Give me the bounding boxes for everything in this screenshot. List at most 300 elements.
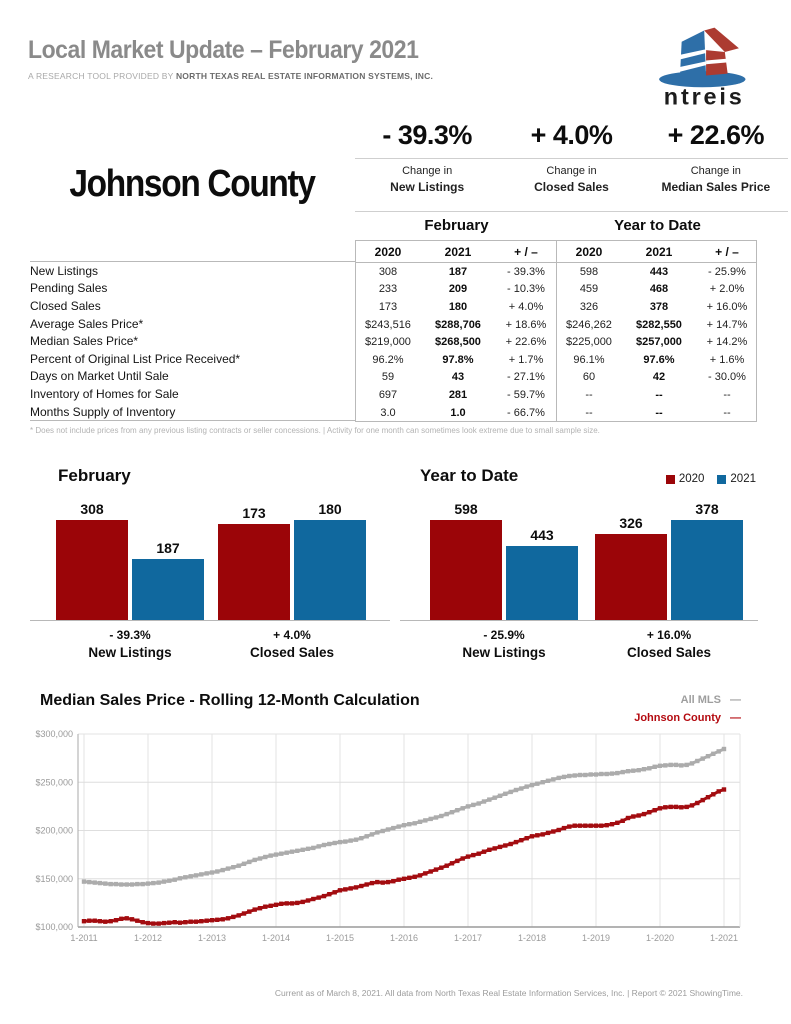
data-point-marker (194, 873, 198, 877)
data-point-marker (525, 784, 529, 788)
table-cell: 187 (448, 265, 468, 278)
bar-2021-closed-sales (671, 520, 743, 620)
data-point-marker (605, 823, 609, 827)
table-row-group (356, 281, 556, 299)
data-point-marker (215, 918, 219, 922)
data-point-marker (439, 866, 443, 870)
data-point-marker (82, 879, 86, 883)
table-row-group (556, 351, 757, 369)
table-cell: - 25.9% (708, 265, 746, 278)
table-cell: $219,000 (365, 336, 411, 349)
table-row-label: New Listings (30, 263, 99, 278)
data-point-marker (290, 850, 294, 854)
data-point-marker (365, 882, 369, 886)
table-row (356, 404, 756, 422)
bar-2021-new-listings (132, 559, 204, 620)
data-point-marker (391, 879, 395, 883)
data-point-marker (605, 772, 609, 776)
data-point-marker (354, 838, 358, 842)
data-point-marker (333, 890, 337, 894)
table-cell: + 16.0% (706, 300, 748, 313)
data-point-marker (445, 812, 449, 816)
data-point-marker (642, 767, 646, 771)
bar-value-label: 378 (695, 501, 719, 517)
data-point-marker (546, 779, 550, 783)
table-header-group-ytd (556, 241, 757, 262)
table-cell: -- (655, 406, 663, 419)
table-row-group (556, 281, 757, 299)
x-tick-label: 1-2013 (197, 933, 227, 943)
data-point-marker (610, 771, 614, 775)
group-change-label: - 25.9% (483, 628, 525, 642)
data-point-marker (455, 859, 459, 863)
bar-value-label: 308 (80, 501, 104, 517)
bar-value-label: 443 (530, 526, 554, 543)
data-point-marker (237, 913, 241, 917)
table-row-group (356, 369, 556, 387)
data-point-marker (674, 805, 678, 809)
bar-chart-legend (666, 473, 756, 485)
kpi-value-closed-sales: + 4.0% (530, 120, 613, 150)
data-point-marker (146, 881, 150, 885)
data-point-marker (237, 864, 241, 868)
bar-group-new-listings (430, 501, 578, 620)
table-row (356, 298, 756, 316)
x-tick-label: 1-2019 (581, 933, 611, 943)
data-point-marker (717, 749, 721, 753)
data-point-marker (189, 920, 193, 924)
data-point-marker (599, 824, 603, 828)
data-point-marker (322, 894, 326, 898)
column-header-2020: 2020 (374, 244, 402, 259)
kpi-strip (355, 120, 788, 212)
table-row (356, 333, 756, 351)
data-point-marker (679, 805, 683, 809)
data-point-marker (119, 882, 123, 886)
data-point-marker (114, 882, 118, 886)
table-cell: 96.2% (372, 353, 404, 366)
divider (355, 211, 788, 212)
data-point-marker (359, 836, 363, 840)
data-point-marker (263, 855, 267, 859)
data-point-marker (690, 761, 694, 765)
column-header-2020: 2020 (575, 244, 603, 259)
legend-line-marker: — (730, 711, 741, 724)
x-tick-label: 1-2021 (709, 933, 739, 943)
table-row-group (356, 386, 556, 404)
legend-line-marker: — (730, 694, 741, 706)
data-point-marker (455, 808, 459, 812)
table-cell: - 27.1% (507, 371, 545, 384)
table-row-label: Pending Sales (30, 281, 108, 296)
data-point-marker (637, 768, 641, 772)
table-cell: 378 (649, 300, 669, 313)
data-point-marker (445, 864, 449, 868)
table-cell: 60 (582, 371, 596, 384)
data-point-marker (322, 843, 326, 847)
y-tick-label: $250,000 (35, 777, 73, 788)
data-point-marker (621, 770, 625, 774)
data-point-marker (130, 882, 134, 886)
table-cell: 281 (448, 388, 468, 401)
group-category-label: Closed Sales (626, 645, 712, 660)
table-row (356, 263, 756, 281)
data-point-marker (279, 902, 283, 906)
table-cell: 43 (451, 371, 465, 384)
legend-swatch-2021 (717, 475, 726, 484)
table-row-labels (30, 261, 355, 421)
data-point-marker (535, 782, 539, 786)
table-cell: 59 (381, 371, 395, 384)
x-tick-label: 1-2020 (645, 933, 675, 943)
data-point-marker (551, 829, 555, 833)
data-point-marker (695, 759, 699, 763)
table-cell: - 10.3% (507, 283, 545, 296)
table-row-group (356, 263, 556, 281)
table-cell: 233 (378, 283, 398, 296)
kpi-label-line2: Median Sales Price (661, 180, 771, 195)
county-title: Johnson County (69, 163, 315, 205)
data-point-marker (669, 763, 673, 767)
x-tick-label: 1-2018 (517, 933, 547, 943)
data-point-marker (199, 919, 203, 923)
data-point-marker (306, 847, 310, 851)
data-point-marker (589, 772, 593, 776)
table-row-group (356, 333, 556, 351)
data-point-marker (717, 789, 721, 793)
data-point-marker (359, 884, 363, 888)
table-header-row (356, 241, 756, 263)
group-label-closed-sales (218, 628, 366, 660)
data-point-marker (354, 885, 358, 889)
table-cell: 209 (448, 283, 468, 296)
data-point-marker (226, 866, 230, 870)
table-row-label: Inventory of Homes for Sale (30, 386, 179, 401)
data-point-marker (183, 920, 187, 924)
group-category-label: New Listings (88, 645, 172, 660)
data-point-marker (701, 756, 705, 760)
group-category-label: New Listings (462, 645, 546, 660)
data-point-marker (189, 874, 193, 878)
table-cell: + 2.0% (709, 283, 745, 296)
table-row-group (556, 263, 757, 281)
table-cell: $282,550 (636, 318, 682, 331)
data-point-marker (722, 787, 726, 791)
data-point-marker (343, 839, 347, 843)
table-cell: -- (585, 406, 593, 419)
column-header-2021: 2021 (444, 244, 472, 259)
data-point-marker (423, 818, 427, 822)
data-point-marker (642, 812, 646, 816)
data-point-marker (183, 875, 187, 879)
kpi-label-line1: Change in (690, 165, 741, 177)
data-point-marker (253, 858, 257, 862)
data-point-marker (706, 795, 710, 799)
table-cell: 326 (579, 300, 599, 313)
bar-2020-new-listings (430, 520, 502, 620)
table-cell: + 1.6% (709, 353, 745, 366)
data-point-marker (647, 766, 651, 770)
table-row-label: Percent of Original List Price Received* (30, 351, 241, 366)
data-point-marker (205, 871, 209, 875)
data-point-marker (157, 880, 161, 884)
data-point-marker (295, 901, 299, 905)
table-row-label: Closed Sales (30, 298, 101, 313)
data-point-marker (701, 798, 705, 802)
table-row (356, 281, 756, 299)
table-row-group (356, 351, 556, 369)
data-point-marker (327, 892, 331, 896)
table-row-group (556, 386, 757, 404)
data-point-marker (519, 838, 523, 842)
data-point-marker (103, 881, 107, 885)
bar-2021-new-listings (506, 546, 578, 620)
data-point-marker (498, 794, 502, 798)
data-point-marker (242, 862, 246, 866)
table-cell: - 66.7% (507, 406, 545, 419)
bar-2020-new-listings (56, 520, 128, 620)
data-point-marker (221, 868, 225, 872)
x-tick-label: 1-2017 (453, 933, 483, 943)
data-point-marker (461, 806, 465, 810)
data-point-marker (541, 832, 545, 836)
table-cell: -- (723, 406, 731, 419)
legend-label-2021: 2021 (730, 473, 756, 485)
table-row-group (556, 369, 757, 387)
table-cell: 697 (378, 388, 398, 401)
data-point-marker (551, 777, 555, 781)
data-point-marker (722, 747, 726, 751)
data-point-marker (413, 875, 417, 879)
legend-swatch-2020 (666, 475, 675, 484)
data-point-marker (658, 764, 662, 768)
report-title: Local Market Update – February 2021 (28, 36, 419, 64)
data-point-marker (130, 917, 134, 921)
data-point-marker (301, 900, 305, 904)
data-point-marker (578, 824, 582, 828)
bar-group-closed-sales (595, 501, 743, 620)
table-cell: 180 (448, 300, 468, 313)
data-point-marker (82, 919, 86, 923)
data-point-marker (418, 873, 422, 877)
data-point-marker (535, 833, 539, 837)
kpi-label-new-listings (355, 164, 499, 196)
data-point-marker (311, 897, 315, 901)
data-point-marker (157, 921, 161, 925)
table-cell: $225,000 (566, 336, 612, 349)
data-point-marker (573, 824, 577, 828)
data-point-marker (711, 792, 715, 796)
table-cell: + 14.7% (706, 318, 748, 331)
data-point-marker (210, 870, 214, 874)
table-cell: -- (723, 388, 731, 401)
table-row-group (356, 316, 556, 334)
group-label-closed-sales (595, 628, 743, 660)
data-point-marker (109, 882, 113, 886)
table-cell: + 14.2% (706, 336, 748, 349)
table-row (356, 369, 756, 387)
y-tick-label: $300,000 (35, 729, 73, 739)
data-point-marker (423, 871, 427, 875)
data-point-marker (221, 917, 225, 921)
table-cell: + 1.7% (508, 353, 544, 366)
data-point-marker (146, 921, 150, 925)
data-point-marker (210, 918, 214, 922)
data-point-marker (583, 824, 587, 828)
data-point-marker (663, 805, 667, 809)
table-row (356, 316, 756, 334)
data-point-marker (653, 765, 657, 769)
data-point-marker (93, 919, 97, 923)
data-point-marker (583, 773, 587, 777)
x-tick-label: 1-2012 (133, 933, 163, 943)
data-point-marker (471, 803, 475, 807)
data-point-marker (338, 888, 342, 892)
data-point-marker (338, 840, 342, 844)
data-point-marker (647, 810, 651, 814)
data-point-marker (258, 856, 262, 860)
table-cell: 308 (378, 265, 398, 278)
data-point-marker (711, 752, 715, 756)
data-point-marker (653, 808, 657, 812)
data-point-marker (690, 803, 694, 807)
data-point-marker (162, 921, 166, 925)
table-row-label: Days on Market Until Sale (30, 369, 169, 384)
data-point-marker (135, 919, 139, 923)
legend-item-2020 (666, 473, 705, 485)
data-point-marker (482, 850, 486, 854)
bar-chart-labels (400, 621, 758, 674)
group-label-new-listings (430, 628, 578, 660)
data-point-marker (631, 814, 635, 818)
data-point-marker (135, 882, 139, 886)
data-point-marker (466, 854, 470, 858)
data-point-marker (477, 852, 481, 856)
bar-2020-closed-sales (218, 524, 290, 620)
kpi-label-median-price (644, 164, 788, 196)
column-header-change: + / – (514, 244, 538, 259)
data-point-marker (178, 876, 182, 880)
data-point-marker (573, 773, 577, 777)
data-point-marker (119, 917, 123, 921)
data-point-marker (87, 919, 91, 923)
data-point-marker (263, 905, 267, 909)
group-change-label: + 16.0% (646, 628, 692, 642)
bar-group-closed-sales (218, 501, 366, 620)
data-point-marker (247, 909, 251, 913)
group-change-label: - 39.3% (109, 628, 151, 642)
table-cell: $288,706 (435, 318, 481, 331)
report-footer: Current as of March 8, 2021. All data from North Texas Real Estate Information Services, Inc. | Report © 2021 ShowingTime. (274, 988, 743, 998)
data-point-marker (231, 915, 235, 919)
table-cell: 173 (378, 300, 398, 313)
data-point-marker (98, 919, 102, 923)
x-tick-label: 1-2016 (389, 933, 419, 943)
bar-value-label: 180 (318, 501, 342, 517)
data-point-marker (594, 772, 598, 776)
table-cell: + 22.6% (505, 336, 547, 349)
data-point-marker (151, 881, 155, 885)
data-point-marker (631, 769, 635, 773)
data-point-marker (402, 823, 406, 827)
data-point-marker (173, 920, 177, 924)
data-point-marker (669, 805, 673, 809)
ntreis-logo (646, 26, 768, 110)
data-point-marker (205, 919, 209, 923)
table-row (356, 386, 756, 404)
data-point-marker (509, 790, 513, 794)
table-cell: + 18.6% (505, 318, 547, 331)
data-point-marker (519, 786, 523, 790)
data-point-marker (375, 830, 379, 834)
data-point-marker (434, 815, 438, 819)
data-point-marker (610, 822, 614, 826)
line-chart-plot (30, 722, 761, 977)
table-row (356, 351, 756, 369)
kpi-value-new-listings: - 39.3% (382, 120, 472, 150)
table-cell: 1.0 (450, 406, 466, 419)
data-point-marker (562, 775, 566, 779)
data-point-marker (103, 920, 107, 924)
data-point-marker (402, 877, 406, 881)
table-row-group (556, 316, 757, 334)
data-point-marker (370, 832, 374, 836)
data-point-marker (173, 878, 177, 882)
data-point-marker (247, 860, 251, 864)
data-point-marker (674, 763, 678, 767)
line-chart-title: Median Sales Price - Rolling 12-Month Calculation (40, 692, 420, 709)
table-cell: 443 (649, 265, 669, 278)
bar-value-label: 598 (454, 501, 478, 517)
data-point-marker (279, 852, 283, 856)
data-point-marker (343, 887, 347, 891)
data-point-marker (242, 911, 246, 915)
data-point-marker (269, 904, 273, 908)
data-point-marker (418, 820, 422, 824)
table-cell: + 4.0% (508, 300, 544, 313)
data-point-marker (125, 916, 129, 920)
data-point-marker (546, 831, 550, 835)
data-point-marker (663, 763, 667, 767)
data-point-marker (450, 861, 454, 865)
subtitle-prefix: A RESEARCH TOOL PROVIDED BY (28, 71, 176, 81)
logo-house-roof (704, 28, 739, 52)
data-point-marker (589, 824, 593, 828)
table-row-label: Median Sales Price* (30, 334, 139, 349)
data-point-marker (301, 848, 305, 852)
group-change-label: + 4.0% (273, 628, 311, 642)
data-point-marker (482, 799, 486, 803)
data-point-marker (567, 824, 571, 828)
table-body (356, 263, 756, 421)
data-point-marker (391, 826, 395, 830)
table-cell: 468 (649, 283, 669, 296)
data-point-marker (295, 849, 299, 853)
data-point-marker (514, 788, 518, 792)
table-row-group (556, 404, 757, 422)
data-point-marker (151, 921, 155, 925)
table-row-label: Months Supply of Inventory (30, 404, 176, 419)
data-point-marker (503, 792, 507, 796)
data-point-marker (434, 867, 438, 871)
table-cell: - 30.0% (708, 371, 746, 384)
data-point-marker (141, 920, 145, 924)
data-point-marker (381, 880, 385, 884)
bar-2021-closed-sales (294, 520, 366, 620)
table-cell: $243,516 (365, 318, 411, 331)
data-point-marker (386, 827, 390, 831)
bar-chart-labels (30, 621, 390, 674)
